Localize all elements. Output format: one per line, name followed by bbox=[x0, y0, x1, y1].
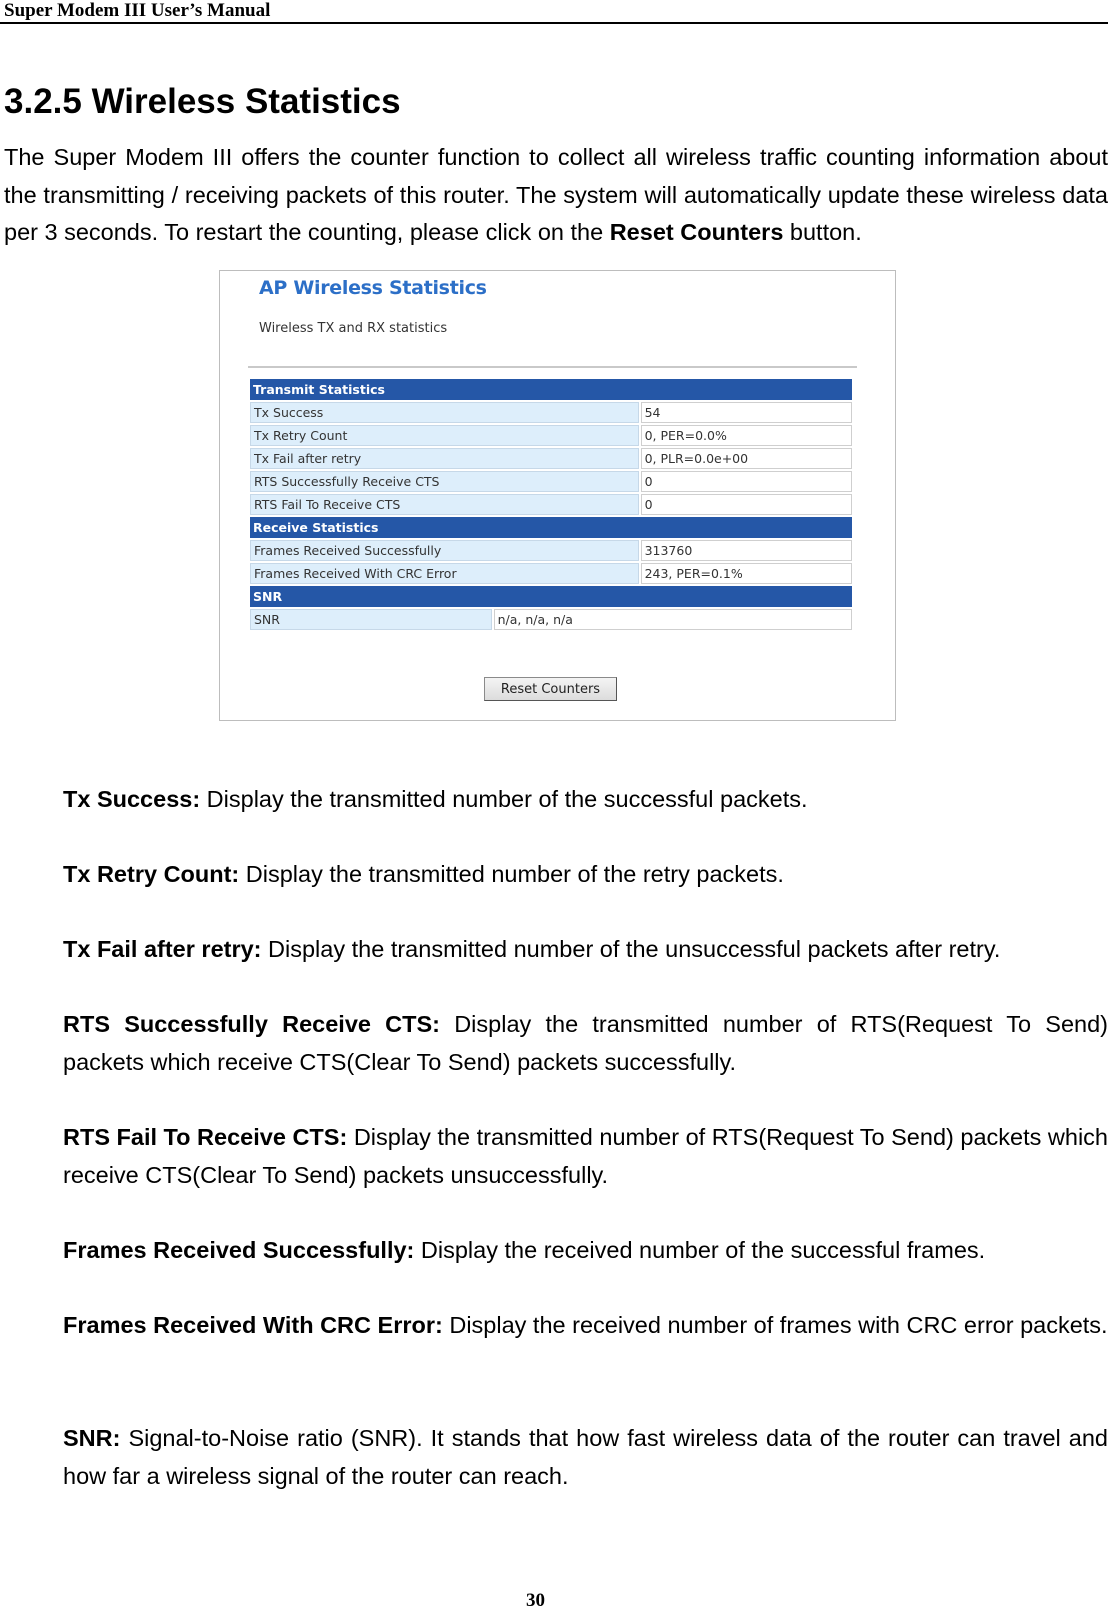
definition-term: SNR: bbox=[63, 1425, 121, 1451]
tx-fail-after-retry-label: Tx Fail after retry bbox=[250, 448, 639, 469]
frames-received-success-label: Frames Received Successfully bbox=[250, 540, 639, 561]
transmit-statistics-heading: Transmit Statistics bbox=[250, 379, 852, 400]
receive-statistics-heading: Receive Statistics bbox=[250, 517, 852, 538]
page-number: 30 bbox=[526, 1590, 545, 1611]
definition-tx-fail-after-retry bbox=[63, 931, 1108, 969]
snr-value: n/a, n/a, n/a bbox=[494, 609, 852, 630]
table-row bbox=[250, 540, 852, 561]
snr-header-row bbox=[250, 586, 852, 607]
intro-text-before: The Super Modem III offers the counter function to collect all wireless traffic counting information about the transmitting / receiving packets of this router. The system will automatically update these wireless data per 3 seconds. To restart the counting, please click on the bbox=[4, 144, 1108, 245]
ap-divider bbox=[248, 366, 857, 368]
definition-desc: Signal-to-Noise ratio (SNR). It stands that how fast wireless data of the router can travel and how far a wireless signal of the router can reach. bbox=[63, 1425, 1108, 1489]
definition-desc: Display the transmitted number of the retry packets. bbox=[239, 861, 784, 887]
frames-crc-error-label: Frames Received With CRC Error bbox=[250, 563, 639, 584]
tx-success-label: Tx Success bbox=[250, 402, 639, 423]
rts-success-label: RTS Successfully Receive CTS bbox=[250, 471, 639, 492]
definition-term: Tx Retry Count: bbox=[63, 861, 240, 887]
definition-desc: Display the received number of the successful frames. bbox=[414, 1237, 986, 1263]
tx-success-value: 54 bbox=[641, 402, 852, 423]
transmit-statistics-header-row bbox=[250, 379, 852, 400]
intro-reset-counters-bold: Reset Counters bbox=[609, 219, 784, 245]
receive-statistics-header-row bbox=[250, 517, 852, 538]
snr-heading: SNR bbox=[250, 586, 852, 607]
definition-frames-crc-error bbox=[63, 1307, 1108, 1345]
intro-text-after: button. bbox=[783, 219, 862, 245]
definition-term: Frames Received Successfully: bbox=[63, 1237, 415, 1263]
definition-desc: Display the transmitted number of the unsuccessful packets after retry. bbox=[261, 936, 1001, 962]
table-row bbox=[250, 448, 852, 469]
table-row bbox=[250, 563, 852, 584]
definition-tx-retry-count bbox=[63, 856, 1108, 894]
section-title: 3.2.5 Wireless Statistics bbox=[4, 82, 401, 121]
frames-crc-error-value: 243, PER=0.1% bbox=[641, 563, 852, 584]
definition-desc: Display the transmitted number of RTS(Request To Send) packets which receive CTS(Clear To Send) packets successfully. bbox=[63, 1011, 1108, 1075]
table-row bbox=[250, 425, 852, 446]
definition-frames-received-success bbox=[63, 1232, 1108, 1270]
header-rule bbox=[0, 22, 1108, 24]
rts-fail-label: RTS Fail To Receive CTS bbox=[250, 494, 639, 515]
running-header: Super Modem III User’s Manual bbox=[4, 0, 271, 21]
frames-received-success-value: 313760 bbox=[641, 540, 852, 561]
table-row bbox=[250, 609, 852, 630]
definition-term: Tx Fail after retry: bbox=[63, 936, 262, 962]
definition-term: Frames Received With CRC Error: bbox=[63, 1312, 443, 1338]
definition-term: RTS Successfully Receive CTS: bbox=[63, 1011, 440, 1037]
tx-retry-count-value: 0, PER=0.0% bbox=[641, 425, 852, 446]
rts-fail-value: 0 bbox=[641, 494, 852, 515]
definition-desc: Display the received number of frames with CRC error packets. bbox=[442, 1312, 1108, 1338]
definition-desc: Display the transmitted number of the successful packets. bbox=[200, 786, 808, 812]
ap-title: AP Wireless Statistics bbox=[259, 277, 487, 299]
intro-paragraph bbox=[4, 139, 1108, 252]
table-row bbox=[250, 494, 852, 515]
snr-label: SNR bbox=[250, 609, 492, 630]
tx-retry-count-label: Tx Retry Count bbox=[250, 425, 639, 446]
definition-snr bbox=[63, 1420, 1108, 1495]
definition-rts-fail bbox=[63, 1119, 1108, 1194]
definition-term: RTS Fail To Receive CTS: bbox=[63, 1124, 348, 1150]
rts-success-value: 0 bbox=[641, 471, 852, 492]
table-row bbox=[250, 471, 852, 492]
ap-subtitle: Wireless TX and RX statistics bbox=[259, 321, 448, 336]
definition-term: Tx Success: bbox=[63, 786, 201, 812]
definition-desc: Display the transmitted number of RTS(Request To Send) packets which receive CTS(Clear To Send) packets unsuccessfully. bbox=[63, 1124, 1108, 1188]
definition-tx-success bbox=[63, 781, 1108, 819]
ap-wireless-statistics-screenshot bbox=[219, 270, 896, 721]
reset-counters-button[interactable]: Reset Counters bbox=[484, 677, 617, 701]
tx-fail-after-retry-value: 0, PLR=0.0e+00 bbox=[641, 448, 852, 469]
table-row bbox=[250, 402, 852, 423]
definition-rts-success bbox=[63, 1006, 1108, 1081]
statistics-table bbox=[248, 377, 854, 632]
